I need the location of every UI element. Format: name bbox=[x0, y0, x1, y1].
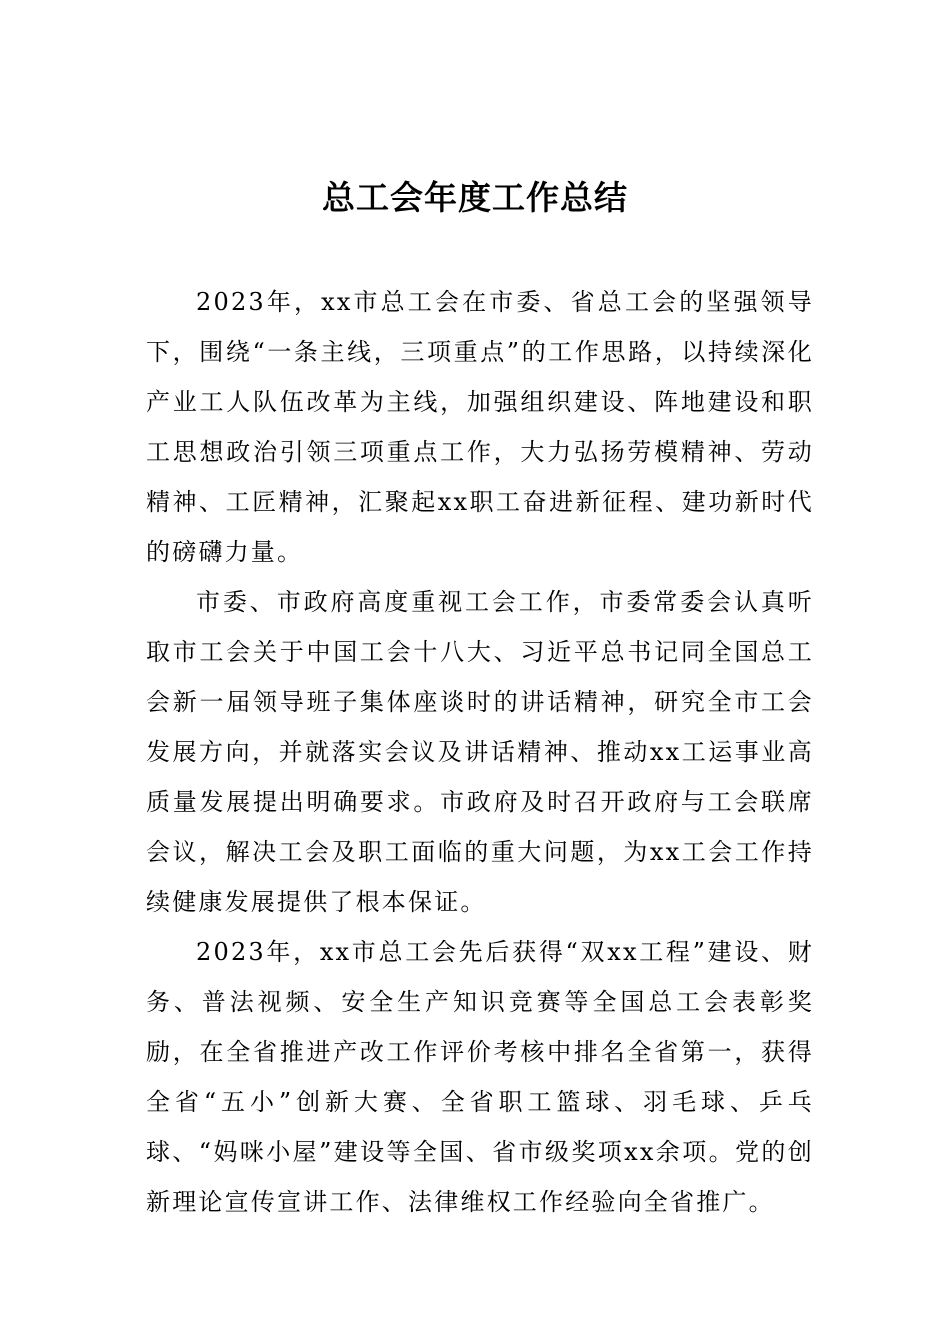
document-body bbox=[146, 277, 814, 1227]
paragraph: 2023年，xx市总工会先后获得“双xx工程”建设、财务、普法视频、安全生产知识竞赛等全国总工会表彰奖励，在全省推进产改工作评价考核中排名全省第一，获得全省“五小”创新大赛、全省职工篮球、羽毛球、乒乓球、“妈咪小屋”建设等全国、省市级奖项xx余项。党的创新理论宣传宣讲工作、法律维权工作经验向全省推广。 bbox=[146, 938, 814, 1216]
document-title: 总工会年度工作总结 bbox=[322, 178, 628, 217]
paragraph: 市委、市政府高度重视工会工作，市委常委会认真听取市工会关于中国工会十八大、习近平总书记同全国总工会新一届领导班子集体座谈时的讲话精神，研究全市工会发展方向，并就落实会议及讲话精神、推动xx工运事业高质量发展提出明确要求。市政府及时召开政府与工会联席会议，解决工会及职工面临的重大问题，为xx工会工作持续健康发展提供了根本保证。 bbox=[146, 588, 814, 916]
paragraph: 2023年，xx市总工会在市委、省总工会的坚强领导下，围绕“一条主线，三项重点”的工作思路，以持续深化产业工人队伍改革为主线，加强组织建设、阵地建设和职工思想政治引领三项重点工作，大力弘扬劳模精神、劳动精神、工匠精神，汇聚起xx职工奋进新征程、建功新时代的磅礴力量。 bbox=[146, 288, 814, 566]
